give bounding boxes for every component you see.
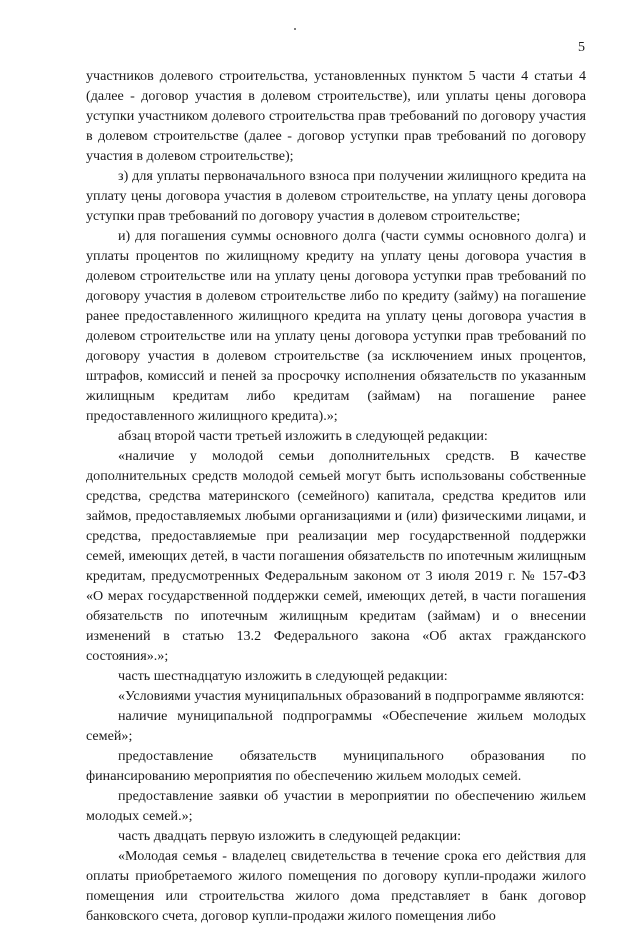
scan-dot (294, 28, 296, 30)
document-body (86, 66, 586, 926)
paragraph-instruction-part-three: абзац второй части третьей изложить в следующей редакции: (118, 428, 488, 444)
paragraph-item-z: з) для уплаты первоначального взноса при получении жилищного кредита на уплату цены договора участия в долевом строительстве, на уплату цены договора уступки прав требований по договору участия в долевом строительстве; (86, 168, 586, 224)
paragraph-instruction-part-twenty-one: часть двадцать первую изложить в следующей редакции: (118, 828, 462, 844)
page-number: 5 (578, 40, 585, 55)
paragraph-item-i: и) для погашения суммы основного долга (части суммы основного долга) и уплаты процентов по жилищному кредиту на уплату цены договора участия в долевом строительстве или на уплату цены договора уступки прав требований по договору участия в долевом строительстве либо по кредиту (займу) на погашение ранее предоставленного жилищного кредита на уплату цены договора участия в долевом строительстве или на уплату цены договора уступки прав требований по договору участия в долевом строительстве (за исключением иных процентов, штрафов, комиссий и пеней за просрочку исполнения обязательств по указанным жилищным кредитам либо кредитам (займам) на погашение ранее предоставленного жилищного кредита).»; (86, 228, 586, 424)
paragraph-participation-conditions: «Условиями участия муниципальных образований в подпрограмме являются: (118, 688, 585, 704)
paragraph-certificate-owner: «Молодая семья - владелец свидетельства в течение срока его действия для оплаты приобретаемого жилого помещения по договору купли-продажи жилого помещения или строительства жилого дома представляет в банк договор банковского счета, договор купли-продажи жилого помещения либо (86, 848, 586, 924)
paragraph-municipal-subprogram: наличие муниципальной подпрограммы «Обеспечение жильем молодых семей»; (86, 708, 586, 744)
paragraph-continuation: участников долевого строительства, установленных пунктом 5 части 4 статьи 4 (далее - договор участия в долевом строительстве), или уплаты цены договора уступки участником долевого строительства прав требований по договору участия в долевом строительстве (далее - договор уступки прав требований по договору участия в долевом строительстве); (86, 68, 586, 164)
paragraph-municipal-obligations: предоставление обязательств муниципального образования по финансированию мероприятия по обеспечению жильем молодых семей. (86, 748, 586, 784)
paragraph-instruction-part-sixteen: часть шестнадцатую изложить в следующей редакции: (118, 668, 448, 684)
paragraph-additional-funds: «наличие у молодой семьи дополнительных средств. В качестве дополнительных средств молодой семьей могут быть использованы собственные средства, средства материнского (семейного) капитала, средства кредитов или займов, предоставляемых любыми организациями и (или) физическими лицами, и средства, предоставляемые при реализации мер государственной поддержки семей, имеющих детей, в части погашения обязательств по ипотечным жилищным кредитам, предусмотренных Федеральным законом от 3 июля 2019 г. № 157-ФЗ «О мерах государственной поддержки семей, имеющих детей, в части погашения обязательств по ипотечным жилищным кредитам (займам) и о внесении изменений в статью 13.2 Федерального закона «Об актах гражданского состояния».»; (86, 448, 586, 664)
paragraph-application: предоставление заявки об участии в мероприятии по обеспечению жильем молодых семей.»; (86, 788, 586, 824)
